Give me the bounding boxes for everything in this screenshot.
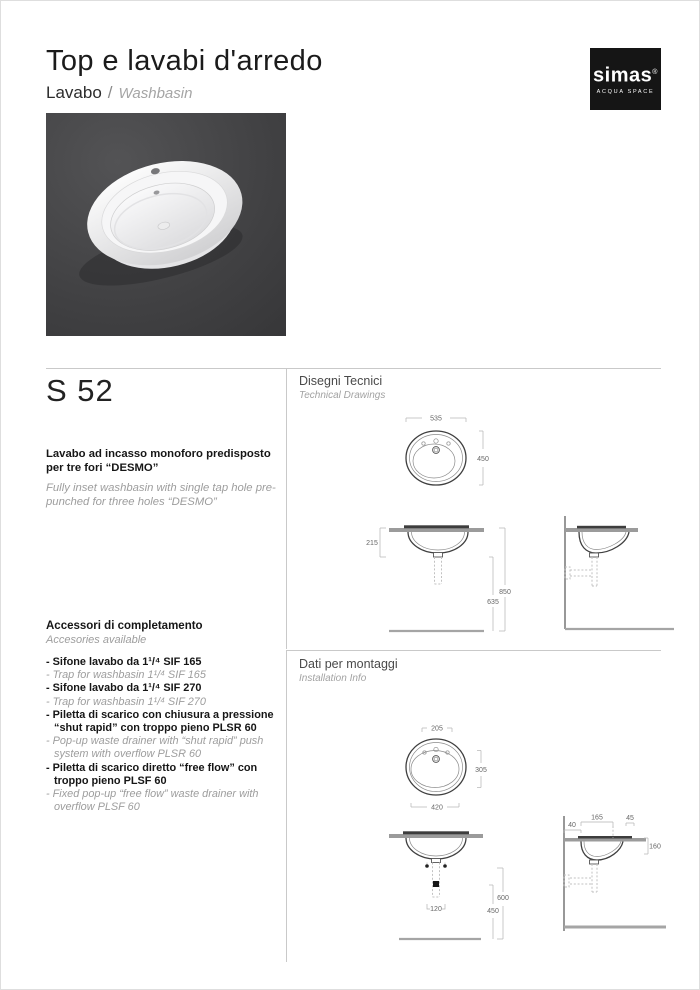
dim-counter-height: 850 <box>499 589 511 596</box>
registered-mark-icon: ® <box>652 69 658 77</box>
page-title: Top e lavabi d'arredo <box>46 45 323 77</box>
product-description-italian: Lavabo ad incasso monoforo predisposto per tre fori “DESMO” <box>46 448 271 474</box>
dim-overall-depth: 450 <box>477 456 489 463</box>
installation-section-subtitle: Installation Info <box>299 673 367 684</box>
dim-basin-depth: 215 <box>366 540 378 547</box>
technical-top-view-drawing <box>388 401 523 501</box>
installation-section-title: Dati per montaggi <box>299 657 398 671</box>
installation-divider-vertical <box>286 650 287 962</box>
installation-divider-horizontal <box>286 650 661 651</box>
dim-tap-offset: 165 <box>591 814 603 822</box>
dim-front-overhang: 45 <box>626 815 634 822</box>
installation-top-view-drawing <box>386 706 536 826</box>
dim-overall-width: 535 <box>430 415 442 423</box>
product-code: S 52 <box>46 373 114 408</box>
logo-tagline: ACQUA SPACE <box>596 88 655 95</box>
logo-wordmark: simas® <box>593 64 658 87</box>
accessories-heading-english: Accesories available <box>46 634 147 646</box>
technical-front-view-drawing <box>364 511 522 639</box>
installation-front-view-drawing <box>381 826 529 948</box>
dim-under-counter-depth: 160 <box>649 843 661 851</box>
washbasin-photo-image <box>46 113 286 336</box>
subtitle-italian: Lavabo <box>46 83 102 102</box>
simas-logo <box>590 48 661 110</box>
accessories-heading-italian: Accessori di completamento <box>46 620 203 632</box>
accessory-item-it: - Piletta di scarico con chiusura a pressione “shut rapid” con troppo pieno PLSR 60 <box>46 708 274 735</box>
dim-drain-height: 635 <box>487 599 499 606</box>
technical-section-divider-vertical <box>286 368 287 649</box>
accessory-item-en: - Trap for washbasin 1¹/⁴ SIF 270 <box>46 695 206 708</box>
technical-section-title: Disegni Tecnici <box>299 374 383 388</box>
accessory-item-it: - Sifone lavabo da 1¹/⁴ SIF 165 <box>46 656 202 668</box>
dim-trap-height: 450 <box>487 908 499 915</box>
accessories-list <box>46 656 284 814</box>
dim-fixing-height: 600 <box>497 895 509 902</box>
section-divider-horizontal <box>46 368 661 369</box>
accessory-item-en: - Trap for washbasin 1¹/⁴ SIF 165 <box>46 669 206 682</box>
accessory-item-en: - Fixed pop-up “free flow” waste drainer with overflow PLSF 60 <box>46 788 259 814</box>
technical-section-subtitle: Technical Drawings <box>299 390 386 401</box>
product-photo <box>46 113 286 336</box>
installation-side-view-drawing <box>551 799 691 939</box>
dim-bowl-width: 420 <box>431 804 443 812</box>
subtitle-divider: / <box>107 83 113 102</box>
accessory-item-it: - Piletta di scarico diretto “free flow” con troppo pieno PLSF 60 <box>46 761 258 787</box>
technical-side-view-drawing <box>551 506 676 641</box>
subtitle-english: Washbasin <box>118 85 193 102</box>
page-subtitle <box>46 83 192 103</box>
accessory-item-it: - Sifone lavabo da 1¹/⁴ SIF 270 <box>46 682 202 695</box>
dim-fixing-span: 120 <box>430 906 442 913</box>
accessory-item-en: - Pop-up waste drainer with “shut rapid” push system with overflow PLSR 60 <box>46 735 264 761</box>
dim-tap-holes-span: 205 <box>431 725 443 733</box>
product-description-english: Fully inset washbasin with single tap hole pre-punched for three holes “DESMO” <box>46 482 276 508</box>
dim-wall-offset: 40 <box>568 822 576 829</box>
dim-bowl-depth: 305 <box>475 767 487 774</box>
